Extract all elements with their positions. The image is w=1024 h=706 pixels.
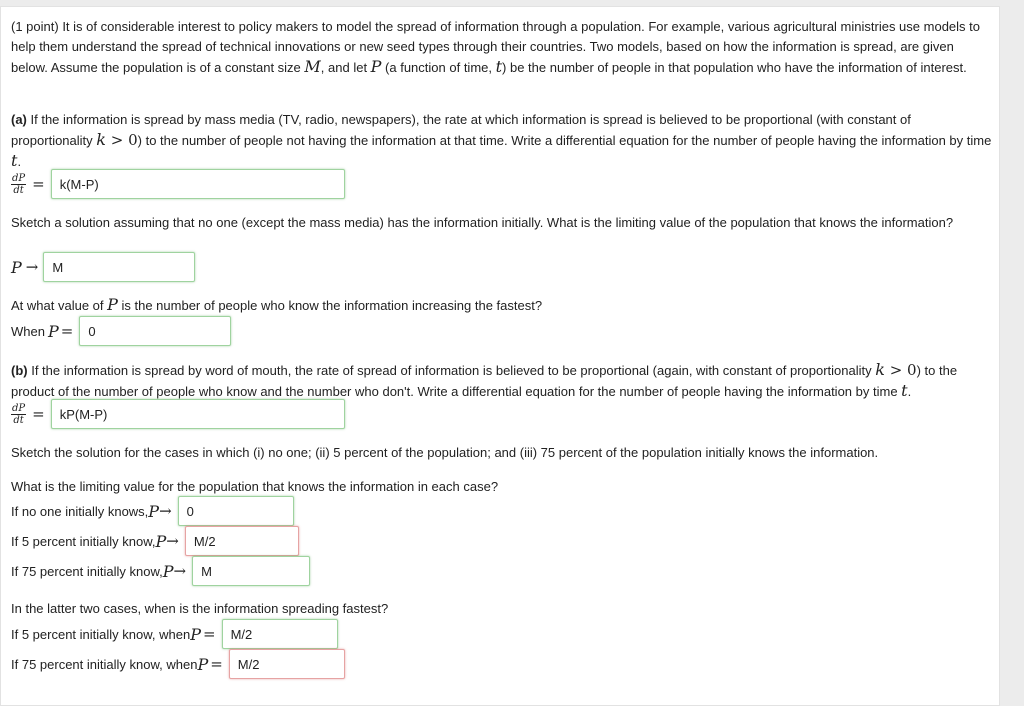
part-b-text: ) to the product of the number of people who know and the number who don't. Write a differential equation for the number of people having the information by time	[11, 363, 958, 399]
fastest-75-percent-answer-field[interactable]: M/2	[229, 649, 345, 679]
var-p: P	[11, 257, 22, 277]
part-b-text: If the information is spread by word of mouth, the rate of spread of information is believed to be proportional (again, with constant of proportionality	[27, 363, 876, 378]
deriv-num: dP	[12, 402, 26, 414]
var-p: P	[162, 561, 174, 581]
part-a-label: (a)	[11, 112, 27, 127]
deriv-den: dt	[13, 414, 24, 426]
intro-text: ) be the number of people in that population who have the information of interest.	[502, 60, 967, 75]
row-label: If no one initially knows,	[11, 503, 149, 519]
var-t: t	[495, 57, 503, 76]
var-p: P	[47, 321, 59, 341]
part-b-paragraph	[11, 360, 993, 402]
fastest-row-5-percent	[11, 619, 338, 649]
row-label: If 5 percent initially know,	[11, 533, 156, 549]
limit-75-percent-answer-field[interactable]: M	[192, 556, 310, 586]
deriv-den: dt	[13, 184, 24, 196]
arrow-icon: →	[173, 562, 187, 580]
question-text: is the number of people who know the information increasing the fastest?	[117, 298, 543, 313]
part-a-text: If the information is spread by mass media (TV, radio, newspapers), the rate at which information is spread is believed to be proportional (with constant of proportionality	[11, 112, 911, 148]
row-label: If 5 percent initially know, when	[11, 626, 191, 642]
var-p: P	[107, 295, 118, 314]
part-a-fastest-row	[11, 316, 231, 346]
derivative-fraction	[11, 403, 26, 426]
part-b-fastest-question: In the latter two cases, when is the information spreading fastest?	[11, 601, 389, 616]
part-a-equation-row	[11, 169, 345, 199]
part-a-fastest-question	[11, 295, 993, 316]
point-label: (1 point)	[11, 19, 59, 34]
intro-paragraph	[11, 17, 993, 78]
cond-gt: > 0	[884, 361, 917, 379]
equals-sign: =	[210, 655, 223, 673]
var-p: P	[155, 531, 167, 551]
intro-text: (a function of time,	[381, 60, 496, 75]
var-p: P	[148, 501, 160, 521]
limit-no-one-answer-field[interactable]: 0	[178, 496, 294, 526]
part-b-text: .	[907, 384, 912, 399]
equals-sign: =	[60, 322, 74, 340]
limit-row-no-one	[11, 496, 294, 526]
intro-text: It is of considerable interest to policy makers to model the spread of information through a population. For example, various agricultural ministries use models to help them understand the spread of technical innovations or new seed types through their countries. Two models, based on how the information is spread, are given below. Assume the population is of a constant size	[11, 19, 980, 75]
var-m: M	[304, 57, 321, 76]
arrow-icon: →	[25, 258, 39, 276]
var-t: t	[11, 151, 18, 170]
arrow-icon: →	[166, 532, 179, 550]
equals-sign: =	[32, 175, 45, 193]
part-a-limit-answer-field[interactable]: M	[43, 252, 195, 282]
part-b-sketch-text: Sketch the solution for the cases in which (i) no one; (ii) 5 percent of the population; and (iii) 75 percent of the population initially knows the information.	[11, 445, 879, 460]
derivative-fraction	[11, 173, 26, 196]
when-label: When	[11, 323, 45, 339]
part-a-text: ) to the number of people not having the information at that time. Write a differential equation for the number of people having the information by time	[137, 133, 992, 148]
arrow-icon: →	[159, 502, 172, 520]
equals-sign: =	[202, 625, 216, 643]
var-k: k	[875, 360, 885, 379]
part-a-text: .	[17, 154, 22, 169]
problem-panel	[0, 6, 1000, 706]
intro-text: , and let	[320, 60, 371, 75]
cond-gt: > 0	[105, 131, 138, 149]
limit-row-75-percent	[11, 556, 310, 586]
var-t: t	[901, 381, 908, 400]
var-p: P	[370, 57, 382, 76]
limit-row-5-percent	[11, 526, 299, 556]
row-label: If 75 percent initially know, when	[11, 656, 198, 672]
var-p: P	[190, 624, 201, 644]
part-b-equation-row	[11, 399, 345, 429]
part-a-de-answer-field[interactable]: k(M-P)	[51, 169, 345, 199]
var-p: P	[197, 654, 209, 674]
limit-5-percent-answer-field[interactable]: M/2	[185, 526, 299, 556]
part-a-fastest-answer-field[interactable]: 0	[79, 316, 231, 346]
part-a-limit-row	[11, 252, 195, 282]
row-label: If 75 percent initially know,	[11, 563, 163, 579]
part-b-limiting-question: What is the limiting value for the population that knows the information in each case?	[11, 479, 499, 494]
part-a-sketch-question: Sketch a solution assuming that no one (except the mass media) has the information initially. What is the limiting value of the population that knows the information?	[11, 215, 954, 230]
deriv-num: dP	[12, 172, 26, 184]
fastest-5-percent-answer-field[interactable]: M/2	[222, 619, 338, 649]
equals-sign: =	[32, 405, 45, 423]
fastest-row-75-percent	[11, 649, 345, 679]
var-k: k	[96, 130, 106, 149]
question-text: At what value of	[11, 298, 108, 313]
part-b-de-answer-field[interactable]: kP(M-P)	[51, 399, 345, 429]
part-b-label: (b)	[11, 363, 28, 378]
part-a-paragraph	[11, 110, 993, 172]
